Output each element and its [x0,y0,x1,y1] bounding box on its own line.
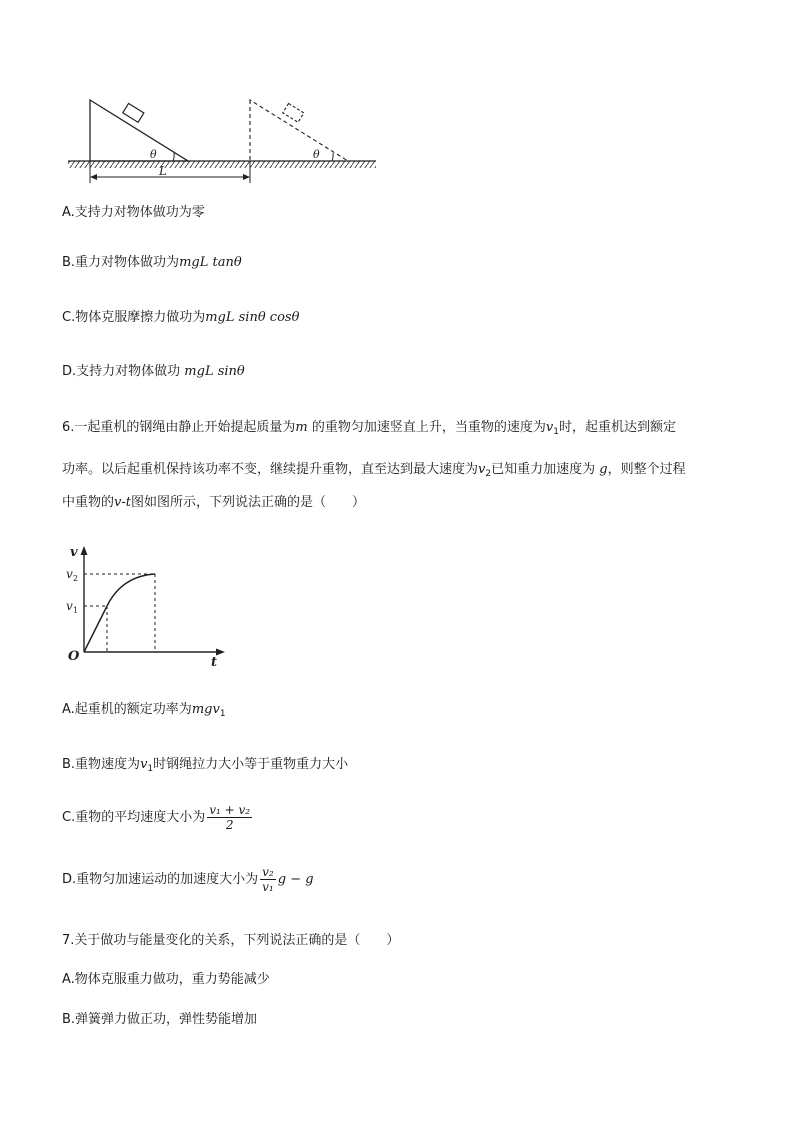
v1-label: v [66,599,73,613]
q6-option-a-math: mgv [191,702,220,717]
theta-arc-left [173,153,174,161]
q6-option-b [62,756,348,778]
q6-g-var: g [599,462,608,477]
q6-option-d-fraction [260,865,276,894]
q5-option-d-text: D.支持力对物体做功 [62,364,181,379]
theta-label-right: θ [313,148,320,161]
origin-label: O [68,649,80,664]
v1-label-sub: 1 [73,606,79,615]
q5-option-b-math: mgL tanθ [179,255,242,270]
q6-text: 时，起重机达到额定 [558,420,676,435]
q6-option-b-text: B.重物速度为 [62,757,141,772]
q5-option-a [62,204,205,222]
q6-option-d-text: D.重物匀加速运动的加速度大小为 [62,872,259,887]
q7-option-b-text: B.弹簧弹力做正功，弹性势能增加 [62,1012,258,1027]
q6-vt-var: v-t [114,495,131,510]
q7-option-a-text: A.物体克服重力做功，重力势能减少 [62,972,270,987]
length-arrowhead-right [243,174,250,180]
q6-option-c-text: C.重物的平均速度大小为 [62,810,206,825]
q6-text: ，则整个过程 [607,462,686,477]
q6-mass-var: m [295,420,308,435]
q6-v2-var: v [478,462,486,477]
q6-option-a-sub: 1 [219,709,226,719]
q6-text: 功率。以后起重机保持该功率不变，继续提升重物，直至达到最大速度为 [62,462,479,477]
q6-v1-var: v [545,420,554,435]
q6-option-d-denominator: v₁ [262,880,274,894]
vt-graph [60,542,240,670]
q6-stem-line1 [62,419,676,441]
q7-stem-text: 7.关于做功与能量变化的关系，下列说法正确的是（ ） [62,933,400,948]
q6-option-b-suffix: 时钢绳拉力大小等于重物重力大小 [153,757,349,772]
q5-option-d [62,363,245,381]
theta-label-left: θ [150,148,157,161]
q5-option-c-text: C.物体克服摩擦力做功为 [62,310,206,325]
q6-option-d-suffix: g − g [277,872,314,887]
q6-stem-line2 [62,461,686,483]
q5-option-d-math: mgL sinθ [184,364,245,379]
length-label: L [159,164,167,178]
theta-arc-right [332,153,333,161]
q5-option-b-text: B.重力对物体做功为 [62,255,180,270]
q7-option-a [62,971,270,989]
t-axis-arrow [216,649,225,656]
dashed-block [283,103,304,122]
q6-stem-line3 [62,494,365,512]
q5-option-c [62,309,299,327]
q6-option-a-text: A.起重机的额定功率为 [62,702,192,717]
q7-stem [62,932,399,950]
dashed-wedge [250,100,348,161]
q6-text: 已知重力加速度为 [491,462,596,477]
ground-hatch [68,161,376,168]
solid-wedge [90,100,188,161]
v-axis-arrow [81,546,88,555]
t-axis-label: t [211,655,218,670]
q6-option-b-sub: 1 [147,764,154,774]
vt-curve [84,574,155,652]
v-axis-label: v [70,545,78,560]
q5-option-b [62,254,242,272]
incline-figure [62,95,392,190]
q6-option-d-numerator: v₂ [262,865,274,879]
length-arrowhead-left [90,174,97,180]
q5-option-c-math: mgL sinθ cosθ [205,310,300,325]
q6-option-a [62,701,226,723]
q6-option-b-var: v [140,757,148,772]
q6-option-c-denominator: 2 [225,818,234,832]
q6-text: 6.一起重机的钢绳由静止开始提起质量为 [62,420,296,435]
block [123,103,144,122]
q6-option-c-fraction [207,803,252,832]
v2-label: v [66,567,73,581]
q6-text: 中重物的 [62,495,115,510]
q7-option-b [62,1011,257,1029]
q6-text: 图如图所示，下列说法正确的是（ ） [130,495,365,510]
q6-option-c-numerator: v₁ + v₂ [209,803,251,817]
q6-option-c [62,801,254,835]
q5-option-a-text: A.支持力对物体做功为零 [62,205,205,220]
q6-v2-sub: 2 [485,469,492,479]
q6-option-d [62,863,314,897]
q6-v1-sub: 1 [553,427,559,437]
q6-text: 的重物匀加速竖直上升，当重物的速度为 [311,420,546,435]
v2-label-sub: 2 [73,574,79,583]
